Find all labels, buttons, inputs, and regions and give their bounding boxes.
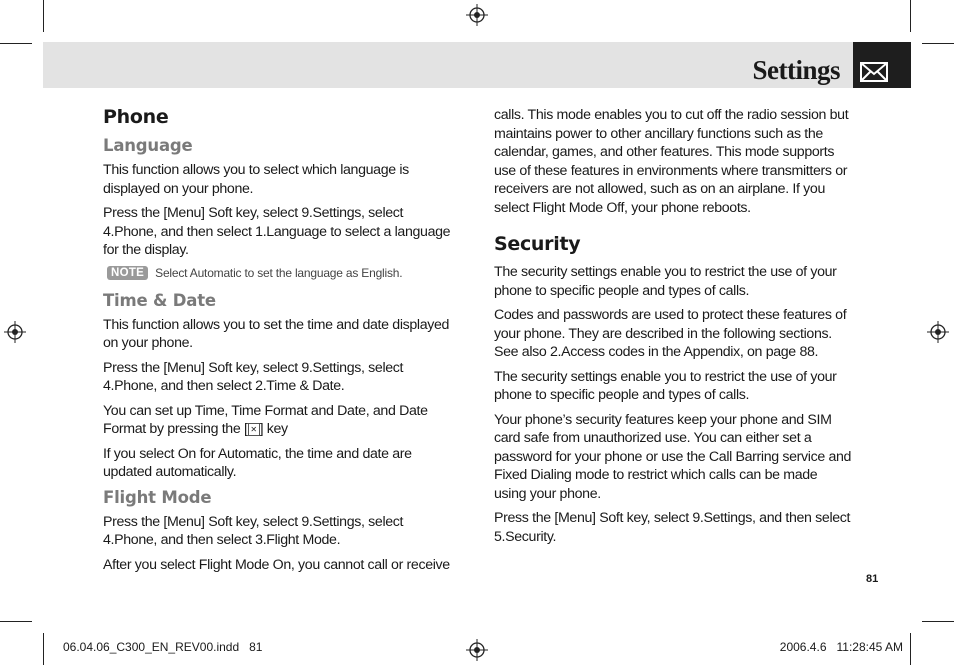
note-text: Select Automatic to set the language as English. xyxy=(155,265,403,280)
paragraph: This function allows you to set the time and date displayed on your phone. xyxy=(103,316,450,351)
right-column xyxy=(494,106,852,552)
paragraph: Your phone’s security features keep your phone and SIM card safe from unauthorized use. You can either set a password for your phone or use the Call Barring service and Fixed Dialing mode to restrict which calls can be made using your phone. xyxy=(494,411,852,502)
crop-mark xyxy=(922,43,954,44)
paragraph: calls. This mode enables you to cut off the radio session but maintains power to other ancillary functions such as the calendar, games, and other features. This mode supports use of these features in environments where transmitters or receivers are not allowed, such as on an airplane. If you select Flight Mode Off, your phone reboots. xyxy=(494,107,849,216)
subsection-title-time-date: Time & Date xyxy=(103,290,216,310)
envelope-icon xyxy=(853,42,911,88)
text-line: You can set up Time, Time Format and Date, and Date xyxy=(103,402,428,419)
paragraph: The security settings enable you to restrict the use of your phone to specific people and types of calls. xyxy=(494,264,837,299)
left-column xyxy=(103,106,455,580)
crop-mark xyxy=(922,621,954,622)
paragraph: After you select Flight Mode On, you cannot call or receive xyxy=(103,556,450,573)
registration-mark-icon xyxy=(466,639,488,661)
crop-mark xyxy=(910,0,911,32)
options-key-icon: ✕ xyxy=(248,423,260,436)
crop-mark xyxy=(43,633,44,665)
crop-mark xyxy=(0,43,32,44)
crop-mark xyxy=(0,621,32,622)
note-badge: NOTE xyxy=(107,266,148,280)
registration-mark-icon xyxy=(4,321,26,343)
section-title-security: Security xyxy=(494,233,581,255)
paragraph: If you select On for Automatic, the time and date are updated automatically. xyxy=(103,445,412,480)
crop-mark xyxy=(910,633,911,665)
page-number: 81 xyxy=(866,573,879,585)
paragraph: Press the [Menu] Soft key, select 9.Settings, select 4.Phone, and then select 2.Time & Date. xyxy=(103,359,404,394)
paragraph: Codes and passwords are used to protect these features of your phone. They are described in the following sections. See also 2.Access codes in the Appendix, on page 88. xyxy=(494,307,847,360)
paragraph: The security settings enable you to restrict the use of your phone to specific people and types of calls. xyxy=(494,368,837,403)
text-fragment: Format by pressing the [ xyxy=(103,421,248,437)
paragraph: Press the [Menu] Soft key, select 9.Settings, select 4.Phone, and then select 1.Language to select a language for the display. xyxy=(103,205,451,258)
header-icon-box xyxy=(853,42,911,88)
paragraph: Press the [Menu] Soft key, select 9.Settings, select 4.Phone, and then select 3.Flight Mode. xyxy=(103,513,404,548)
section-title-phone: Phone xyxy=(103,106,169,128)
note xyxy=(107,266,455,280)
crop-mark xyxy=(43,0,44,32)
registration-mark-icon xyxy=(466,4,488,26)
footer-file-name: 06.04.06_C300_EN_REV00.indd 81 xyxy=(63,640,263,654)
paragraph: This function allows you to select which language is displayed on your phone. xyxy=(103,162,409,197)
subsection-title-language: Language xyxy=(103,136,193,155)
paragraph: Press the [Menu] Soft key, select 9.Settings, and then select 5.Security. xyxy=(494,510,851,545)
footer-timestamp: 2006.4.6 11:28:45 AM xyxy=(779,640,903,654)
page-title: Settings xyxy=(752,55,840,85)
paragraph xyxy=(103,402,455,439)
subsection-title-flight-mode: Flight Mode xyxy=(103,487,212,507)
text-fragment: ] key xyxy=(259,421,288,437)
registration-mark-icon xyxy=(927,321,949,343)
